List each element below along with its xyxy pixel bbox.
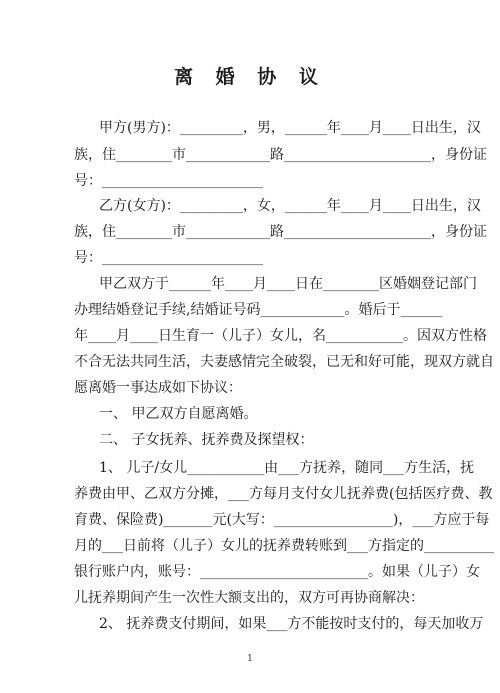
party-b-line-3: 号：_______________________ — [74, 250, 263, 266]
party-b-line-1: 乙方(女方)：_________，女，______年____月____日出生，汉 — [99, 198, 481, 214]
marriage-line-1: 甲乙双方于______年____月____日在________区婚姻登记部门 — [99, 276, 477, 292]
party-a-line-1: 甲方(男方)：_________，男，______年____月____日出生，汉 — [99, 120, 481, 136]
party-b-line-2: 族，住________市____________路_____________________，身份证 — [74, 224, 487, 240]
clause-2-1-line-2: 养费由甲、乙双方分摊，___方每月支付女儿抚养费(包括医疗费、教 — [74, 486, 493, 502]
page-number: 1 — [247, 654, 253, 664]
clause-2-heading: 二、 子女抚养、抚养费及探望权： — [99, 432, 314, 448]
clause-1: 一、 甲乙双方自愿离婚。 — [99, 406, 258, 422]
party-a-line-3: 号：_______________________ — [74, 173, 263, 189]
marriage-line-2: 办理结婚登记手续,结婚证号码____________。婚后于______ — [74, 302, 443, 318]
clause-2-1-line-5: 银行账户内，账号：________________________。如果（儿子）女 — [74, 564, 480, 580]
clause-2-1-line-1: 1、 儿子/女儿___________由___方抚养，随同___方生活，抚 — [99, 460, 475, 476]
document-title: 离 婚 协 议 — [174, 66, 326, 88]
clause-2-1-line-4: 月的___日前将（儿子）女儿的抚养费转账到___方指定的__________ — [74, 538, 494, 554]
marriage-line-4: 不合无法共同生活，夫妻感情完全破裂，已无和好可能，现双方就自 — [74, 354, 494, 370]
marriage-line-5: 愿离婚一事达成如下协议： — [74, 380, 242, 396]
party-a-line-2: 族，住________市____________路_____________________，身份证 — [74, 147, 487, 163]
clause-2-1-line-6: 儿抚养期间产生一次性大额支出的，双方可再协商解决： — [74, 590, 424, 606]
clause-2-1-line-3: 育费、保险费)_______元(大写：_________________)，___方应于每 — [74, 512, 490, 528]
clause-2-2-line-1: 2、 抚养费支付期间，如果___方不能按时支付的，每天加收万 — [99, 616, 484, 632]
marriage-line-3: 年____月____日生育一（儿子）女儿，名___________。因双方性格 — [74, 328, 487, 344]
